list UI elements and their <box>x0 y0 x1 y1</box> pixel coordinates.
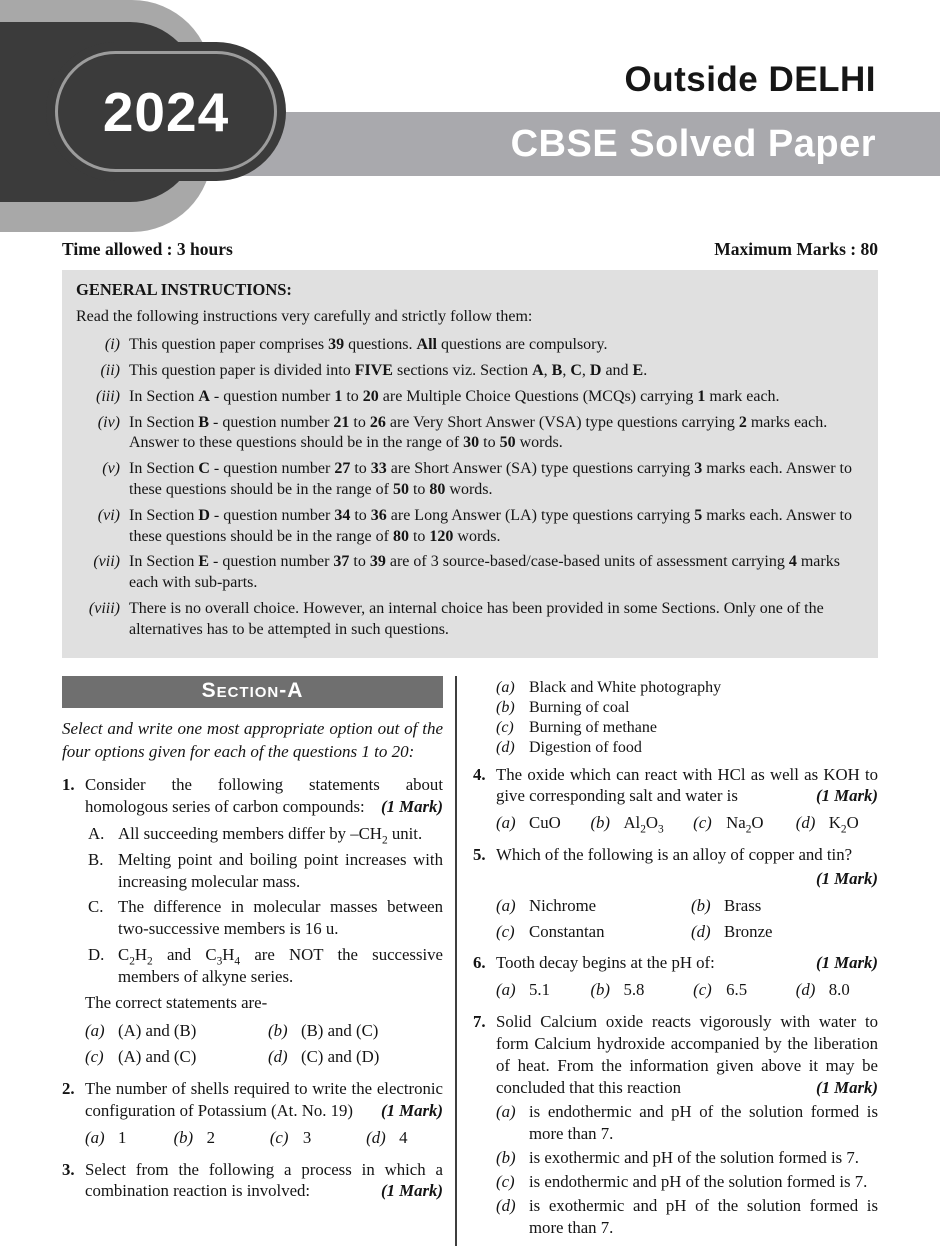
statement-item <box>88 849 443 893</box>
question-followup: The correct statements are- <box>85 992 268 1012</box>
question-number: 3. <box>62 1159 75 1179</box>
option-text: $K_2O$ <box>828 813 859 836</box>
option-label: (d) <box>691 921 711 941</box>
option-item <box>496 1171 878 1193</box>
statement-list <box>85 823 443 988</box>
question-text-content: The number of shells required to write the electronic configuration of Potassium (At. No. 19) <box>85 1079 443 1120</box>
option-text: Burning of methane <box>529 718 657 736</box>
statement-item <box>88 896 443 940</box>
option-label: (b) <box>173 1127 194 1147</box>
question-body <box>85 1159 443 1203</box>
left-question-list <box>62 774 443 1202</box>
option-text: $Al_2O_3$ <box>623 813 664 836</box>
option-label: (b) <box>590 813 611 833</box>
question-body <box>496 952 878 1005</box>
option-item <box>496 921 683 943</box>
instructions-heading: GENERAL INSTRUCTIONS: <box>76 280 292 299</box>
option-label: (a) <box>85 1021 105 1041</box>
option-text: 5.8 <box>623 980 645 1000</box>
question-number: 7. <box>473 1012 486 1032</box>
option-item <box>366 1127 443 1149</box>
options-group <box>85 1018 443 1070</box>
option-label: (d) <box>795 980 816 1000</box>
question-number: 2. <box>62 1079 75 1099</box>
question <box>473 1011 878 1240</box>
section-a-intro: Select and write one most appropriate option out of the four options given for each of the questions 1 to 20: <box>62 718 443 762</box>
option-label: (c) <box>496 1171 515 1191</box>
statement-item <box>88 944 443 988</box>
option-item <box>796 812 878 834</box>
option-text: (A) and (C) <box>118 1047 197 1067</box>
question <box>473 844 878 946</box>
question-text-content: Select from the following a process in which a combination reaction is involved: <box>85 1159 443 1201</box>
option-text: 3 <box>302 1127 312 1147</box>
option-item <box>496 1147 878 1169</box>
option-label: (b) <box>590 980 611 1000</box>
option-text: is exothermic and pH of the solution formed is more than 7. <box>529 1195 878 1237</box>
option-label: (d) <box>366 1127 386 1147</box>
instruction-text: This question paper comprises 39 questions. All questions are compulsory. <box>129 336 608 354</box>
question-text <box>496 952 878 974</box>
question <box>473 764 878 838</box>
question-number: 1. <box>62 775 75 795</box>
instructions-intro: Read the following instructions very carefully and strictly follow them: <box>76 308 533 326</box>
options-group <box>85 1125 443 1151</box>
option-item <box>693 979 792 1001</box>
instruction-text: In Section C - question number 27 to 33 are Short Answer (SA) type questions carrying 3 marks each. Answer to these questions should be in the range of 50 to 80 words. <box>129 460 852 499</box>
option-label: (a) <box>496 895 516 915</box>
option-label: (b) <box>496 1148 516 1168</box>
option-text: 4 <box>399 1127 408 1147</box>
option-text: (A) and (B) <box>118 1021 197 1041</box>
option-label: (a) <box>496 813 516 833</box>
option-text: $Na_2O$ <box>726 813 764 836</box>
instruction-item <box>76 413 864 455</box>
question-body <box>85 1078 443 1152</box>
option-label: (d) <box>496 738 515 756</box>
option-label: (c) <box>85 1047 104 1067</box>
instruction-item <box>76 599 864 641</box>
question-text <box>496 844 878 866</box>
mark-label: (1 Mark) <box>381 1100 443 1120</box>
region-title: Outside DELHI <box>624 60 876 99</box>
option-item <box>268 1020 443 1042</box>
page-header <box>0 0 940 232</box>
option-label: (c) <box>693 980 712 1000</box>
question-text-content: Consider the following statements about homologous series of carbon compounds: <box>85 775 443 817</box>
instruction-text: In Section E - question number 37 to 39 are of 3 source-based/case-based units of assessment carrying 4 marks each with sub-parts. <box>129 553 840 592</box>
option-label: (c) <box>496 921 515 941</box>
option-item <box>496 719 878 737</box>
option-text: Constantan <box>529 921 605 941</box>
maximum-marks: Maximum Marks : 80 <box>714 239 878 259</box>
question <box>473 952 878 1005</box>
option-label: (b) <box>496 698 515 716</box>
paper-title: CBSE Solved Paper <box>510 122 876 165</box>
options-group <box>496 810 878 836</box>
option-label: (c) <box>693 813 712 833</box>
question <box>62 1159 443 1203</box>
option-item <box>174 1127 266 1149</box>
year-text: 2024 <box>102 80 230 143</box>
instruction-item <box>76 552 864 594</box>
statement-text: The difference in molecular masses between two-successive members is 16 u. <box>118 897 443 939</box>
question-body <box>85 774 443 1072</box>
statement-label: D. <box>88 944 105 964</box>
option-item <box>496 1195 878 1239</box>
option-label: (c) <box>269 1127 289 1147</box>
statement-label: C. <box>88 897 104 917</box>
mark-label: (1 Mark) <box>381 1181 443 1201</box>
instruction-item <box>76 459 864 501</box>
option-item <box>496 699 878 717</box>
question-text-content: Solid Calcium oxide reacts vigorously with water to form Calcium hydroxide accompanied by the liberation of heat. From the information given above it may be concluded that this reaction <box>496 1012 878 1097</box>
instructions-list <box>76 335 864 640</box>
option-text: Black and White photography <box>529 678 722 696</box>
option-label: (d) <box>795 813 816 833</box>
option-item <box>270 1127 362 1149</box>
options-group <box>496 1101 878 1238</box>
instruction-item <box>76 506 864 548</box>
mark-label: (1 Mark) <box>816 786 878 806</box>
left-column <box>62 676 455 1246</box>
option-text: 6.5 <box>726 980 748 1000</box>
general-instructions-box <box>62 270 878 658</box>
instruction-text: In Section D - question number 34 to 36 are Long Answer (LA) type questions carrying 5 marks each. Answer to these questions should be in the range of 80 to 120 words. <box>129 506 852 545</box>
right-question-list <box>473 679 878 1241</box>
title-band <box>178 112 940 176</box>
question-text <box>85 1078 443 1122</box>
instruction-number: (viii) <box>88 600 120 617</box>
time-allowed: Time allowed : 3 hours <box>62 239 233 259</box>
option-text: Digestion of food <box>529 738 642 756</box>
option-text: is endothermic and pH of the solution formed is 7. <box>529 1171 868 1191</box>
meta-row <box>62 239 878 260</box>
option-text: 8.0 <box>828 980 850 1000</box>
option-item <box>85 1020 260 1042</box>
question-text-content: Tooth decay begins at the pH of: <box>496 953 715 973</box>
question <box>62 774 443 1072</box>
instruction-number: (iv) <box>97 413 120 431</box>
option-text: is endothermic and pH of the solution formed is more than 7. <box>529 1102 878 1144</box>
instruction-number: (vi) <box>97 506 120 524</box>
instruction-item <box>76 335 864 356</box>
options-group <box>496 893 878 945</box>
instruction-text: In Section A - question number 1 to 20 are Multiple Choice Questions (MCQs) carrying 1 mark each. <box>129 387 780 405</box>
option-text: is exothermic and pH of the solution formed is 7. <box>529 1148 859 1168</box>
question-text <box>85 774 443 818</box>
question-text <box>496 1011 878 1098</box>
question-text <box>496 764 878 808</box>
instruction-item <box>76 361 864 382</box>
question-body <box>496 764 878 838</box>
option-item <box>691 921 878 943</box>
option-text: CuO <box>529 813 561 833</box>
options-group <box>496 977 878 1003</box>
instruction-number: (v) <box>102 460 120 478</box>
instruction-number: (vii) <box>93 553 120 571</box>
question-number: 4. <box>473 764 486 784</box>
mark-label: (1 Mark) <box>816 953 878 973</box>
question-number: 6. <box>473 953 486 973</box>
question <box>62 1078 443 1152</box>
option-item <box>796 979 878 1001</box>
statement-label: B. <box>88 849 104 869</box>
option-item <box>496 1101 878 1145</box>
option-text: (B) and (C) <box>301 1021 379 1041</box>
options-group <box>496 679 878 757</box>
option-item <box>496 812 586 834</box>
option-item <box>590 812 689 834</box>
statement-text: Melting point and boiling point increases with increasing molecular mass. <box>118 849 443 891</box>
option-label: (d) <box>496 1195 516 1215</box>
option-item <box>496 739 878 757</box>
question-body <box>496 1011 878 1240</box>
option-text: Bronze <box>724 921 773 941</box>
statement-item <box>88 823 443 845</box>
option-text: 2 <box>206 1127 215 1147</box>
instruction-text: In Section B - question number 21 to 26 are Very Short Answer (VSA) type questions carrying 2 marks each. Answer to these questions should be in the range of 30 to 50 words. <box>129 413 828 452</box>
mark-label: (1 Mark) <box>816 868 878 888</box>
option-label: (c) <box>496 718 514 736</box>
question-number: 5. <box>473 845 486 865</box>
option-label: (a) <box>85 1127 105 1147</box>
option-item <box>590 979 689 1001</box>
option-item <box>85 1127 170 1149</box>
option-item <box>496 979 586 1001</box>
option-item <box>693 812 792 834</box>
question-body <box>496 844 878 946</box>
option-label: (d) <box>268 1047 288 1067</box>
instruction-text: This question paper is divided into FIVE sections viz. Section A, B, C, D and E. <box>129 362 648 380</box>
option-item <box>496 895 683 917</box>
option-item <box>85 1046 260 1068</box>
instruction-item <box>76 387 864 408</box>
option-label: (b) <box>691 895 711 915</box>
statement-text: $C_2H_2$ and $C_3H_4$ are NOT the successive members of alkyne series. <box>118 944 443 986</box>
option-text: 1 <box>118 1127 127 1147</box>
option-item <box>496 679 878 697</box>
option-text: Burning of coal <box>529 698 630 716</box>
option-label: (a) <box>496 1102 516 1122</box>
instruction-number: (i) <box>104 336 120 354</box>
option-label: (a) <box>496 980 516 1000</box>
option-label: (a) <box>496 678 515 696</box>
year-badge <box>46 42 286 181</box>
question-columns <box>62 676 878 1246</box>
right-column <box>457 676 878 1246</box>
option-text: Nichrome <box>529 895 597 915</box>
section-a-header: Section-A <box>62 676 443 708</box>
option-item <box>268 1046 443 1068</box>
question-text-content: Which of the following is an alloy of copper and tin? <box>496 845 853 865</box>
year-badge-ring <box>55 51 277 172</box>
instruction-text: There is no overall choice. However, an internal choice has been provided in some Sections. Only one of the alternatives has to be attempted in such questions. <box>129 600 824 638</box>
option-text: (C) and (D) <box>301 1047 380 1067</box>
statement-text: All succeeding members differ by $-CH_2$ unit. <box>118 823 423 847</box>
instruction-number: (ii) <box>100 362 120 380</box>
option-item <box>691 895 878 917</box>
question-text-content: The oxide which can react with HCl as well as KOH to give corresponding salt and water is <box>496 764 878 806</box>
option-text: 5.1 <box>529 980 550 1000</box>
statement-label: A. <box>88 823 105 843</box>
mark-label: (1 Mark) <box>381 797 443 817</box>
option-label: (b) <box>268 1021 288 1041</box>
option-text: Brass <box>724 895 762 915</box>
mark-label: (1 Mark) <box>816 1077 878 1097</box>
instruction-number: (iii) <box>96 387 120 405</box>
question-text <box>85 1159 443 1203</box>
